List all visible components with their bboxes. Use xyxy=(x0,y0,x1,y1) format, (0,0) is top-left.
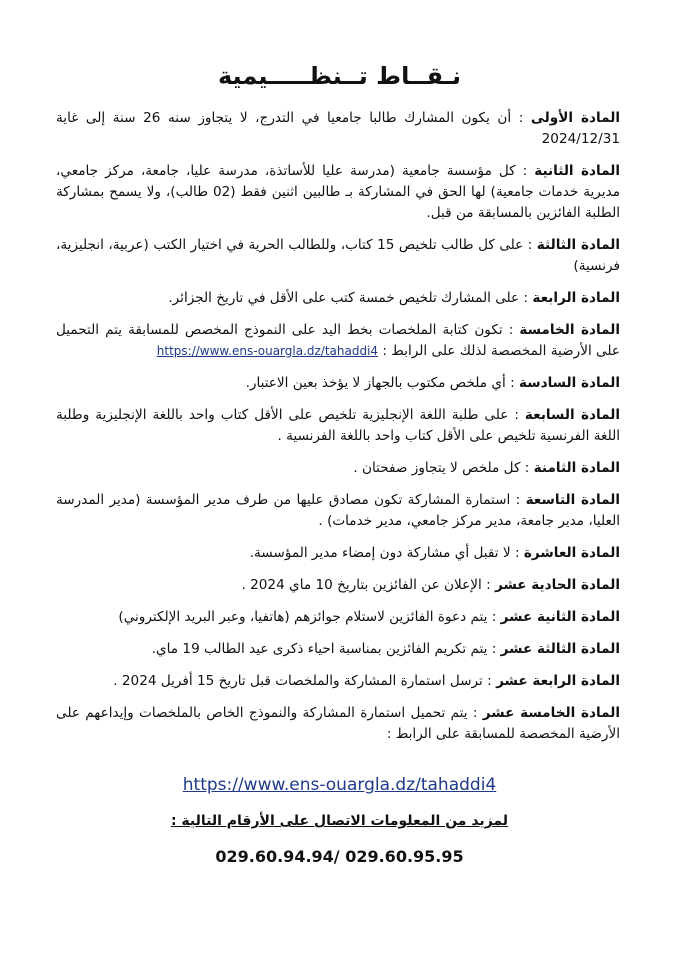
article-label: المادة الخامسة عشر xyxy=(482,705,620,721)
article-text: ترسل استمارة المشاركة والملخصات قبل تاريخ 15 أفريل 2024 . xyxy=(113,673,483,689)
article-8: المادة الثامنة : كل ملخص لا يتجاوز صفحتان . xyxy=(353,460,620,476)
article-label: المادة السابعة xyxy=(524,407,620,423)
article-3: المادة الثالثة : على كل طالب تلخيص 15 كتاب، وللطالب الحرية في اختيار الكتب (عربية، انجليزية، فرنسية) xyxy=(56,237,620,274)
article-text: لا تقبل أي مشاركة دون إمضاء مدير المؤسسة. xyxy=(249,545,511,561)
article-label: المادة الأولى xyxy=(530,110,620,126)
article-label: المادة التاسعة xyxy=(525,492,620,508)
article-2: المادة الثانية : كل مؤسسة جامعية (مدرسة عليا للأساتذة، مدرسة عليا، جامعة، مركز جامعي، مديرية خدمات جامعية) لها الحق في المشاركة بـ طالبين اثنين فقط (02 طالب)، ولا يسمح بمشاركة الطلبة الفائزين بالمسابقة من قبل. xyxy=(56,163,620,221)
article-9: المادة التاسعة : استمارة المشاركة تكون مصادق عليها من طرف مدير المؤسسة (مدير المدرسة العليا، مدير جامعة، مدير مركز جامعي، مدير خدمات) . xyxy=(56,492,620,529)
contact-label: لمزيد من المعلومات الاتصال على الأرقام التالية : xyxy=(170,813,509,829)
platform-link[interactable]: https://www.ens-ouargla.dz/tahaddi4 xyxy=(182,775,497,795)
article-text: على طلبة اللغة الإنجليزية تلخيص على الأقل كتاب واحد باللغة الإنجليزية وطلبة اللغة الفرنسية تلخيص على الأقل كتاب واحد باللغة الفرنسية . xyxy=(56,407,620,444)
article-10: المادة العاشرة : لا تقبل أي مشاركة دون إمضاء مدير المؤسسة. xyxy=(249,545,620,561)
article-text: الإعلان عن الفائزين بتاريخ 10 ماي 2024 . xyxy=(241,577,482,593)
article-label: المادة الثالثة xyxy=(536,237,620,253)
article-text: كل ملخص لا يتجاوز صفحتان . xyxy=(353,460,521,476)
article-label: المادة الثالثة عشر xyxy=(500,641,620,657)
article-label: المادة الخامسة xyxy=(519,322,620,338)
article-label: المادة الرابعة عشر xyxy=(496,673,620,689)
form-download-link[interactable]: https://www.ens-ouargla.dz/tahaddi4 xyxy=(156,344,379,358)
article-label: المادة السادسة xyxy=(518,375,620,391)
article-text: على كل طالب تلخيص 15 كتاب، وللطالب الحرية في اختيار الكتب (عربية، انجليزية، فرنسية) xyxy=(56,237,620,274)
article-5: المادة الخامسة : تكون كتابة الملخصات بخط اليد على النموذج المخصص للمسابقة يتم التحميل على الأرضية المخصصة لذلك على الرابط : https://www.ens-ouargla.dz/tahaddi4 xyxy=(56,322,620,359)
article-text: أن يكون المشارك طالبا جامعيا في التدرج، لا يتجاوز سنه 26 سنة إلى غاية 2024/12/31 xyxy=(56,110,620,147)
article-text: استمارة المشاركة تكون مصادق عليها من طرف مدير المؤسسة (مدير المدرسة العليا، مدير جامعة، مدير مركز جامعي، مدير خدمات) . xyxy=(56,492,620,529)
article-label: المادة العاشرة xyxy=(523,545,620,561)
page-title: نـقــاط تــنظـــــيمية xyxy=(217,62,462,90)
article-text: يتم تكريم الفائزين بمناسبة احياء ذكرى عيد الطالب 19 ماي. xyxy=(151,641,488,657)
article-13: المادة الثالثة عشر : يتم تكريم الفائزين بمناسبة احياء ذكرى عيد الطالب 19 ماي. xyxy=(151,641,620,657)
articles-list xyxy=(56,108,620,756)
article-text: يتم دعوة الفائزين لاستلام جوائزهم (هاتفيا، وعبر البريد الإلكتروني) xyxy=(118,609,488,625)
article-label: المادة الرابعة xyxy=(532,290,620,306)
article-label: المادة الثانية xyxy=(534,163,620,179)
article-14: المادة الرابعة عشر : ترسل استمارة المشاركة والملخصات قبل تاريخ 15 أفريل 2024 . xyxy=(113,673,620,689)
article-label: المادة الثانية عشر xyxy=(500,609,620,625)
article-text: تكون كتابة الملخصات بخط اليد على النموذج المخصص للمسابقة يتم التحميل على الأرضية المخصصة لذلك على الرابط : xyxy=(56,322,620,359)
article-label: المادة الثامنة xyxy=(533,460,620,476)
article-text: يتم تحميل استمارة المشاركة والنموذج الخاص بالملخصات وإيداعهم على الأرضية المخصصة للمسابقة على الرابط : xyxy=(56,705,620,742)
article-1: المادة الأولى : أن يكون المشارك طالبا جامعيا في التدرج، لا يتجاوز سنه 26 سنة إلى غاية 2024/12/31 xyxy=(56,110,620,147)
article-15: المادة الخامسة عشر : يتم تحميل استمارة المشاركة والنموذج الخاص بالملخصات وإيداعهم على الأرضية المخصصة للمسابقة على الرابط : xyxy=(56,705,620,742)
article-label: المادة الحادية عشر xyxy=(494,577,620,593)
phone-numbers: 029.60.94.94/ 029.60.95.95 xyxy=(215,847,464,866)
article-4: المادة الرابعة : على المشارك تلخيص خمسة كتب على الأقل في تاريخ الجزائر. xyxy=(168,290,620,306)
article-text: أي ملخص مكتوب بالجهاز لا يؤخذ بعين الاعتبار. xyxy=(245,375,506,391)
article-7: المادة السابعة : على طلبة اللغة الإنجليزية تلخيص على الأقل كتاب واحد باللغة الإنجليزية وطلبة اللغة الفرنسية تلخيص على الأقل كتاب واحد باللغة الفرنسية . xyxy=(56,407,620,444)
article-6: المادة السادسة : أي ملخص مكتوب بالجهاز لا يؤخذ بعين الاعتبار. xyxy=(245,375,620,391)
article-text: على المشارك تلخيص خمسة كتب على الأقل في تاريخ الجزائر. xyxy=(168,290,520,306)
article-text: كل مؤسسة جامعية (مدرسة عليا للأساتذة، مدرسة عليا، جامعة، مركز جامعي، مديرية خدمات جامعية) لها الحق في المشاركة بـ طالبين اثنين فقط (02 طالب)، ولا يسمح بمشاركة الطلبة الفائزين بالمسابقة من قبل. xyxy=(56,163,620,221)
article-12: المادة الثانية عشر : يتم دعوة الفائزين لاستلام جوائزهم (هاتفيا، وعبر البريد الإلكتروني) xyxy=(118,609,620,625)
article-11: المادة الحادية عشر : الإعلان عن الفائزين بتاريخ 10 ماي 2024 . xyxy=(241,577,620,593)
